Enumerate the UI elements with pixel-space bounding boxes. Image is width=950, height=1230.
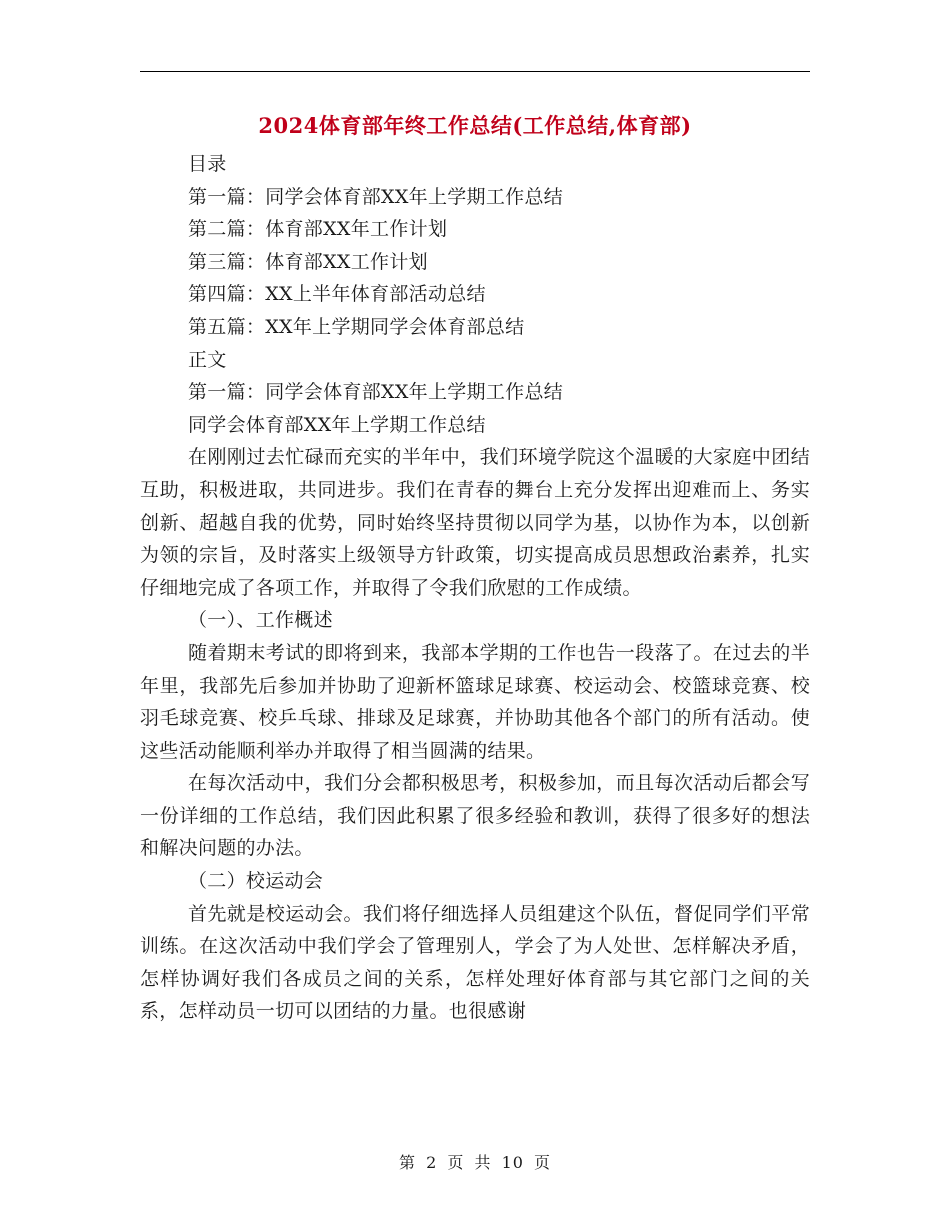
toc-item-4[interactable]: 第四篇：XX上半年体育部活动总结 [188, 283, 486, 306]
footer-suffix: 页 [534, 1153, 552, 1172]
section1-paragraph-2: 在每次活动中，我们分会都积极思考，积极参加，而且每次活动后都会写一份详细的工作总结，我们因此积累了很多经验和教训，获得了很多好的想法和解决问题的办法。 [140, 772, 810, 860]
toc-item-5[interactable]: 第五篇：XX年上学期同学会体育部总结 [188, 315, 525, 338]
main-heading: 正文 [188, 348, 227, 371]
toc-item-1[interactable]: 第一篇：同学会体育部XX年上学期工作总结 [188, 185, 564, 208]
intro-paragraph: 在刚刚过去忙碌而充实的半年中，我们环境学院这个温暖的大家庭中团结互助，积极进取，共同进步。我们在青春的舞台上充分发挥出迎难而上、务实创新、超越自我的优势，同时始终坚持贯彻以同学为基，以协作为本，以创新为领的宗旨，及时落实上级领导方针政策，切实提高成员思想政治素养，扎实仔细地完成了各项工作，并取得了令我们欣慰的工作成绩。 [140, 446, 810, 599]
header-rule [140, 71, 810, 72]
chapter-title: 第一篇：同学会体育部XX年上学期工作总结 [188, 381, 564, 404]
section1-paragraph-1: 随着期末考试的即将到来，我部本学期的工作也告一段落了。在过去的半年里，我部先后参加并协助了迎新杯篮球足球赛、校运动会、校篮球竞赛、校羽毛球竞赛、校乒乓球、排球及足球赛，并协助其他各个部门的所有活动。使这些活动能顺利举办并取得了相当圆满的结果。 [140, 641, 810, 762]
toc-item-2[interactable]: 第二篇：体育部XX年工作计划 [188, 218, 448, 241]
footer-prefix: 第 [398, 1153, 416, 1172]
total-pages-number: 10 [501, 1153, 524, 1172]
section2-heading: （二）校运动会 [188, 870, 324, 893]
footer-total-prefix: 共 [474, 1153, 492, 1172]
document-title: 2024体育部年终工作总结(工作总结,体育部) [258, 113, 692, 138]
section1-heading: （一）、工作概述 [188, 609, 333, 632]
current-page-number: 2 [426, 1153, 438, 1172]
section2-paragraph-1: 首先就是校运动会。我们将仔细选择人员组建这个队伍，督促同学们平常训练。在这次活动中我们学会了管理别人，学会了为人处世、怎样解决矛盾，怎样协调好我们各成员之间的关系，怎样处理好体育部与其它部门之间的关系，怎样动员一切可以团结的力量。也很感谢 [140, 902, 810, 1023]
footer-page-word: 页 [447, 1153, 465, 1172]
document-body [140, 148, 810, 1028]
toc-item-3[interactable]: 第三篇：体育部XX工作计划 [188, 250, 428, 273]
page-footer [0, 1151, 950, 1175]
article-title: 同学会体育部XX年上学期工作总结 [188, 413, 486, 436]
toc-heading: 目录 [188, 153, 227, 175]
